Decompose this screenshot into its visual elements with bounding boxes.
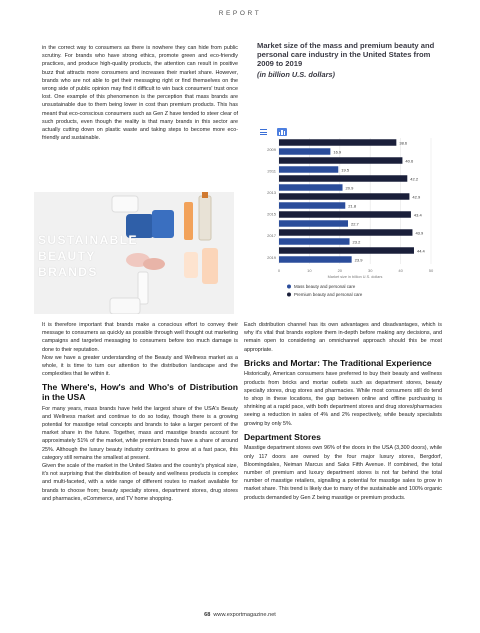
bar xyxy=(279,247,414,253)
chart-title: Market size of the mass and premium beauty and personal care industry in the United States from 2009 to 2019 xyxy=(257,41,435,69)
legend-marker xyxy=(287,293,291,297)
x-tick-label: 20 xyxy=(337,268,343,273)
bar xyxy=(279,202,345,208)
bar xyxy=(279,175,407,181)
product-image xyxy=(34,192,234,314)
bar-value-label: 43.9 xyxy=(415,230,424,236)
bar-value-label: 23.2 xyxy=(352,239,361,245)
paragraph: Historically, American consumers have preferred to buy their beauty and wellness products from bricks and mortar outlets such as department stores, beauty specialty stores, drug stores and pharmacies. While most consumers still do tend to shop in these locations, the gap between online and offline purchasing is shrinking at a rapid pace, with both department stores and drug stores/pharmacies seeing a reduction in sales of 4% and 2% respectively, while beauty specialists growing by only 5%. xyxy=(244,371,442,427)
bar xyxy=(279,184,343,190)
bar-value-label: 19.5 xyxy=(341,167,350,173)
paragraph: Given the scale of the market in the United States and the country's physical size, it's not surprising that the distribution of beauty and wellness products is complex and multi-faceted, with a wide range of different routes to market available for brands to choose from; beauty specialty stores, department stores, drug stores and pharmacies, eCommerce, and TV home shopping. xyxy=(42,463,238,502)
section-heading: Department Stores xyxy=(244,431,321,442)
left-column-top-text xyxy=(42,44,238,142)
right-column-bottom-text xyxy=(244,321,442,502)
legend-label: Mass beauty and personal care xyxy=(294,284,356,289)
bar xyxy=(279,193,409,199)
bar xyxy=(279,166,338,172)
section-heading: The Where's, How's and Who's of Distribution in the USA xyxy=(42,382,238,403)
bar xyxy=(279,220,348,226)
legend-marker xyxy=(287,285,291,289)
section-header: REPORT xyxy=(218,10,262,17)
page-footer xyxy=(0,612,480,618)
bar-value-label: 21.8 xyxy=(348,203,357,209)
bar xyxy=(279,238,350,244)
legend-label: Premium beauty and personal care xyxy=(294,292,363,297)
paragraph: Masstige department stores own 96% of the doors in the USA (3,300 doors), while only 117 doors are owned by the four major luxury stores, Bergdorf, Bloomingdales, Neiman Marcus and Saks Fifth Avenue. If combined, the total number of premium and luxury department stores is not far behind the total number of masstige retailers, signalling a potential for masstige sales to grow in market share. This trend is likely due to many of the sustainable and 100% organic products demanded by Gen Z being masstige or premium products. xyxy=(244,445,442,501)
paragraph: For many years, mass brands have held the largest share of the USA's Beauty and Wellness market and continue to do so today, though there is a growing potential for masstige retail concepts and brands to take a larger percent of the market share in the future. Together, mass and masstige brands account for approximately 51% of the market, while premium brands have a share of around 25%. Although the luxury beauty industry continues to grow at a fast pace, this category still remains the smallest at present. xyxy=(42,405,238,461)
y-tick-label: 2009 xyxy=(267,146,276,152)
y-tick-label: 2019 xyxy=(267,254,276,260)
bar xyxy=(279,229,412,235)
x-axis-label: Market size in billion U.S. dollars xyxy=(327,275,383,279)
paragraph: It is therefore important that brands make a conscious effort to convey their message to consumers as quickly as possible through well thought out marketing campaigns and targeted messaging to consumers before too much damage is done to their reputation. xyxy=(42,322,238,353)
bar-value-label: 23.9 xyxy=(354,257,363,263)
bar-value-label: 22.7 xyxy=(351,221,359,227)
page-number: 68 xyxy=(204,612,211,618)
bar-value-label: 40.6 xyxy=(405,158,414,164)
bar-value-label: 42.9 xyxy=(412,194,421,200)
overlay-line: SUSTAINABLE xyxy=(38,233,138,247)
x-tick-label: 10 xyxy=(307,268,312,273)
bar-value-label: 43.4 xyxy=(413,212,422,218)
bar xyxy=(279,256,352,262)
bar-value-label: 44.4 xyxy=(416,248,425,254)
paragraph: in the correct way to consumers as there is nowhere they can hide from public scrutiny. For brands who have strong ethics, promote green and eco-friendly practices, and produce high-quality products, the attention can result in positive buzz that attracts more consumers and increases their market share. However, brands who are not able to get their messaging right or find themselves on the wrong side of public opinion may find it difficult to win back consumers' trust once lost. One example of this phenomenon is the perception that mass brands are unsustainable due to them being lower in cost than premium products. This has meant that eco-conscious consumers such as Gen Z have tended to steer clear of such products, even though the reality is that many brands in this sector are actually cutting down on plastic waste and taking steps to become more eco-friendly and sustainable. xyxy=(42,45,238,142)
y-tick-label: 2013 xyxy=(267,190,276,195)
y-tick-label: 2015 xyxy=(267,211,276,217)
product-image-overlay xyxy=(38,232,138,280)
bar-value-label: 16.9 xyxy=(333,149,342,155)
bar-value-label: 38.6 xyxy=(399,140,408,146)
overlay-line: BEAUTY xyxy=(38,249,96,263)
bar-value-label: 20.9 xyxy=(345,185,354,191)
bar-chart xyxy=(249,40,445,310)
section-heading: Bricks and Mortar: The Traditional Experience xyxy=(244,357,432,368)
bar-value-label: 42.2 xyxy=(410,176,419,182)
chart-card xyxy=(249,40,445,310)
x-tick-label: 0 xyxy=(277,268,281,273)
y-tick-label: 2017 xyxy=(267,233,276,239)
x-tick-label: 50 xyxy=(428,268,434,273)
bar xyxy=(279,157,402,163)
x-tick-label: 30 xyxy=(367,268,373,273)
bar xyxy=(279,211,411,217)
paragraph: Each distribution channel has its own advantages and disadvantages, which is why it's vital that brands explore them in-depth before making any decisions, and remain open to considering an omnichannel approach should this be most appropriate. xyxy=(244,322,442,353)
website-url: www.exportmagazine.net xyxy=(213,612,276,618)
overlay-line: BRANDS xyxy=(38,265,98,279)
x-tick-label: 40 xyxy=(398,268,403,273)
y-tick-label: 2011 xyxy=(267,168,276,174)
bar xyxy=(279,139,396,145)
paragraph: Now we have a greater understanding of the Beauty and Wellness market as a whole, it is time to turn our attention to the distribution landscape and the complexities that lie within it. xyxy=(42,354,238,378)
bar xyxy=(279,148,330,154)
chart-subtitle: (in billion U.S. dollars) xyxy=(257,69,336,79)
left-column-bottom-text xyxy=(42,321,238,503)
